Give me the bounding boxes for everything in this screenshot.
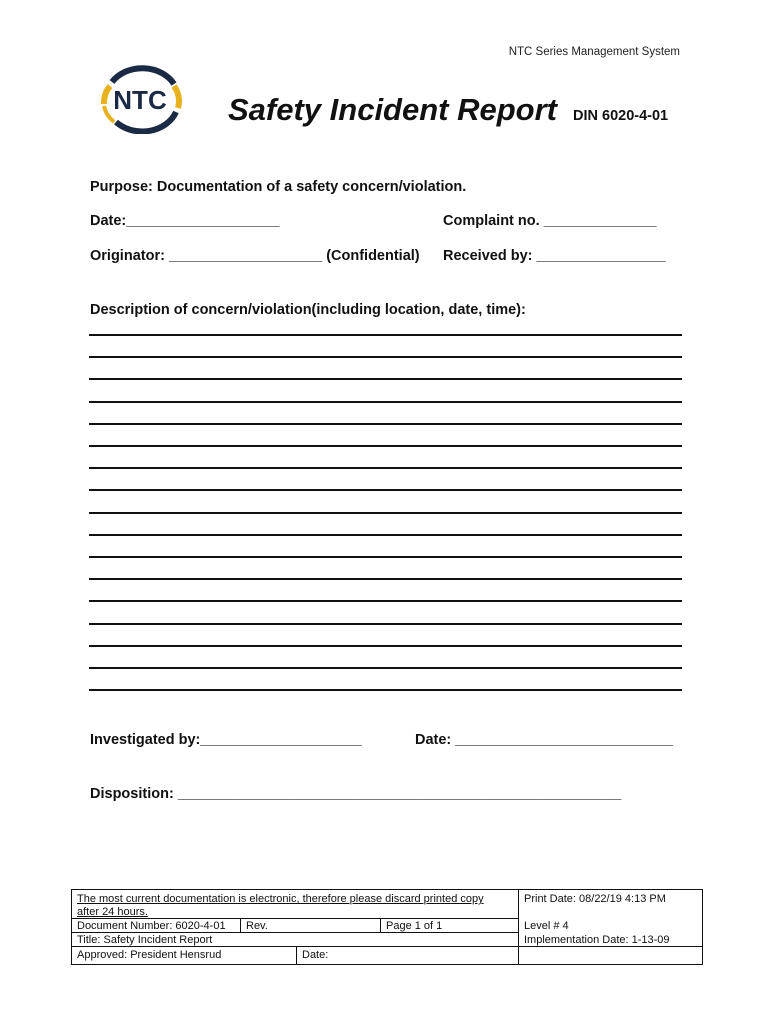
description-line <box>89 445 682 447</box>
description-line <box>89 512 682 514</box>
disposition-field: Disposition: _______________________________________________________ <box>90 786 622 802</box>
description-line <box>89 578 682 580</box>
description-line <box>89 534 682 536</box>
footer-implementation-date: Implementation Date: 1-13-09 <box>524 934 670 946</box>
footer-page: Page 1 of 1 <box>386 920 443 932</box>
description-line <box>89 489 682 491</box>
footer-approved: Approved: President Hensrud <box>77 949 222 961</box>
complaint-no-field: Complaint no. ______________ <box>443 213 657 229</box>
originator-field: Originator: ___________________ (Confidential) <box>90 248 420 264</box>
description-line <box>89 356 682 358</box>
description-line <box>89 600 682 602</box>
purpose-text: Purpose: Documentation of a safety concern/violation. <box>90 179 467 195</box>
din-number: DIN 6020-4-01 <box>573 108 669 124</box>
description-line <box>89 689 682 691</box>
description-label: Description of concern/violation(including location, date, time): <box>90 302 526 318</box>
description-line <box>89 334 682 336</box>
footer-approved-date: Date: <box>302 949 329 961</box>
footer-notice-cont: after 24 hours. <box>77 906 148 918</box>
investigated-by-field: Investigated by:____________________ <box>90 732 362 748</box>
description-line <box>89 423 682 425</box>
description-line <box>89 556 682 558</box>
description-line <box>89 667 682 669</box>
footer-print-date: Print Date: 08/22/19 4:13 PM <box>524 893 666 905</box>
investigation-date-field: Date: ___________________________ <box>415 732 674 748</box>
footer-table <box>71 889 703 965</box>
footer-rev: Rev. <box>246 920 268 932</box>
ntc-logo-text: NTC <box>113 85 167 115</box>
description-line <box>89 378 682 380</box>
description-line <box>89 623 682 625</box>
ntc-logo <box>96 64 182 134</box>
ntc-logo-graphic <box>96 64 182 134</box>
received-by-field: Received by: ________________ <box>443 248 666 264</box>
description-line <box>89 645 682 647</box>
page-title: Safety Incident Report <box>228 92 557 127</box>
footer-title: Title: Safety Incident Report <box>77 934 213 946</box>
system-name: NTC Series Management System <box>508 46 680 58</box>
date-field: Date:___________________ <box>90 213 280 229</box>
footer-level: Level # 4 <box>524 920 569 932</box>
footer-doc-number: Document Number: 6020-4-01 <box>77 920 226 932</box>
description-line <box>89 467 682 469</box>
description-line <box>89 401 682 403</box>
footer-notice: The most current documentation is electronic, therefore please discard printed copy <box>77 893 484 905</box>
